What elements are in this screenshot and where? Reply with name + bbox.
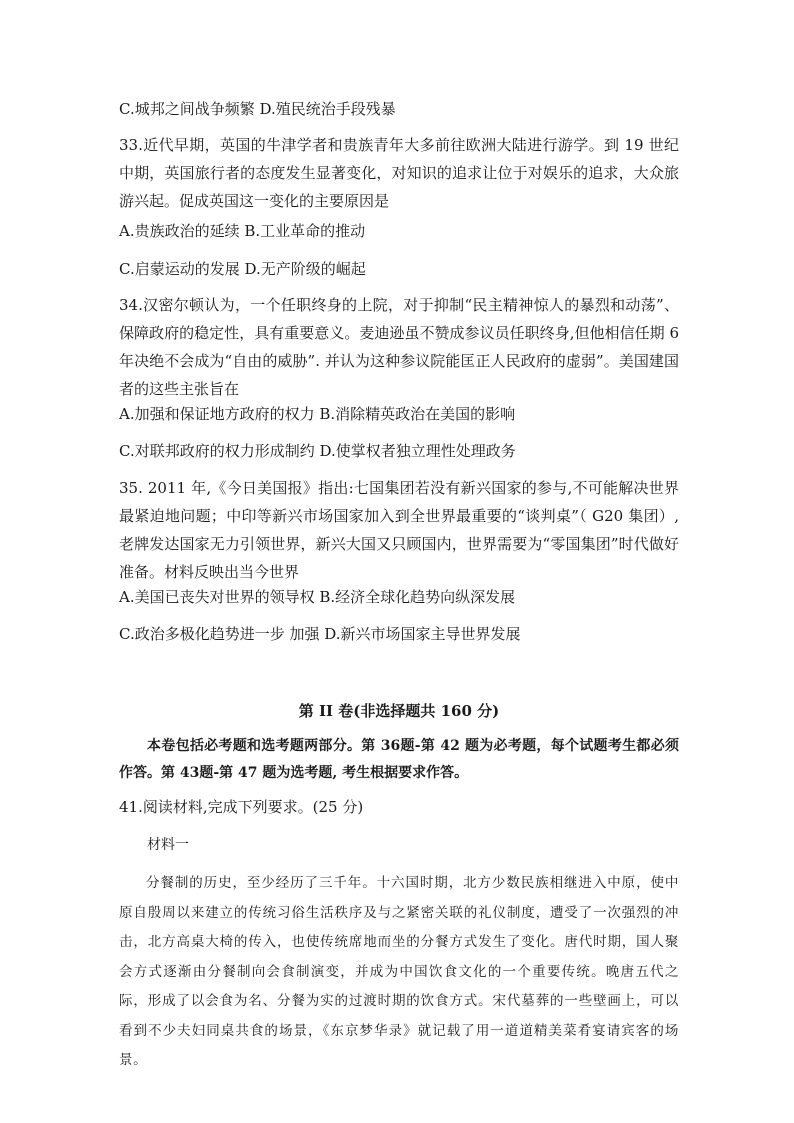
q33-options-cd: C.启蒙运动的发展 D.无产阶级的崛起 — [119, 260, 366, 278]
q33-stem: 33.近代早期，英国的牛津学者和贵族青年大多前往欧洲大陆进行游学。到 19 世纪中期，英国旅行者的态度发生显著变化，对知识的追求让位于对娱乐的追求，大众旅游兴起。促成英国这一变化的主要原因是 — [119, 136, 679, 210]
section-2-intro: 本卷包括必考题和选考题两部分。第 36题-第 42 题为必考题，每个试题考生都必须作答。第 43题-第 47 题为选考题, 考生根据要求作答。 — [119, 738, 679, 781]
q35-options-ab: A.美国已丧失对世界的领导权 B.经济全球化趋势向纵深发展 — [119, 588, 516, 606]
q41-stem: 41.阅读材料,完成下列要求。(25 分) — [119, 798, 364, 816]
q34-options-cd: C.对联邦政府的权力形成制约 D.使掌权者独立理性处理政务 — [119, 442, 516, 460]
q41-material-text: 分餐制的历史，至少经历了三千年。十六国时期，北方少数民族相继进入中原，使中原自殷周以来建立的传统习俗生活秩序及与之紧密关联的礼仪制度，遭受了一次强烈的冲击，北方高桌大椅的传入，也使传统席地而坐的分餐方式发生了变化。唐代时期，国人聚会方式逐渐由分餐制向会食制演变，并成为中国饮食文化的一个重要传统。晚唐五代之际，形成了以会食为名、分餐为实的过渡时期的饮食方式。宋代墓葬的一些壁画上，可以看到不少夫妇同桌共食的场景，《东京梦华录》就记载了用一道道精美菜肴宴请宾客的场景。 — [119, 875, 679, 1068]
q34-stem: 34.汉密尔顿认为，一个任职终身的上院，对于抑制“民主精神惊人的暴烈和动荡”、保障政府的稳定性，具有重要意义。麦迪逊虽不赞成参议员任职终身,但他相信任期 6 年决绝不会成为“自由的威胁”. 并认为这种参议院能匡正人民政府的虚弱”。美国建国者的这些主张旨在 — [119, 296, 679, 398]
q41-material-label: 材料一 — [147, 837, 189, 853]
q35-stem: 35. 2011 年,《今日美国报》指出:七国集团若没有新兴国家的参与,不可能解决世界最紧迫地问题；中印等新兴市场国家加入到全世界最重要的“谈判桌”（ G20 集团）,老牌发达国家无力引领世界，新兴大国又只顾国内，世界需要为“零国集团”时代做好准备。材料反映出当今世界 — [119, 479, 679, 581]
q35-options-cd: C.政治多极化趋势进一步 加强 D.新兴市场国家主导世界发展 — [119, 625, 521, 643]
q32-options-cd: C.城邦之间战争频繁 D.殖民统治手段残暴 — [119, 100, 396, 118]
q34-options-ab: A.加强和保证地方政府的权力 B.消除精英政治在美国的影响 — [119, 405, 516, 423]
q33-options-ab: A.贵族政治的延续 B.工业革命的推动 — [119, 222, 366, 240]
section-2-title: 第 II 卷(非选择题共 160 分) — [298, 702, 500, 720]
